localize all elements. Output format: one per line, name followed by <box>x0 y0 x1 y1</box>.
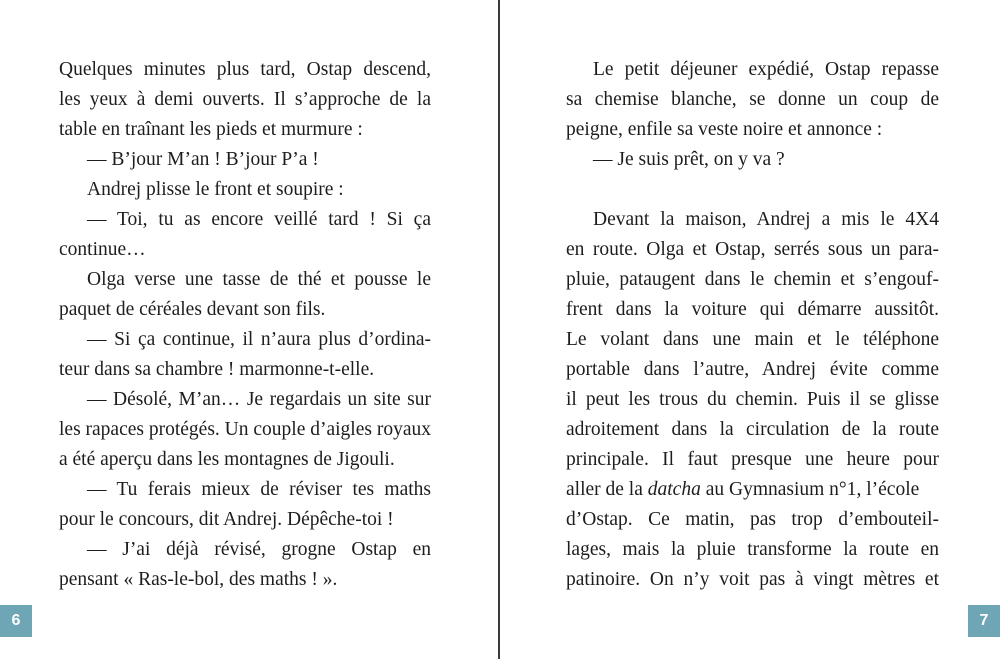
dialogue-line: — J’ai déjà révisé, grogne Ostap en <box>87 539 431 560</box>
text-fragment: au Gymnasium n°1, l’école <box>700 479 920 500</box>
text-line: a été aperçu dans les montagnes de Jigouli. <box>59 449 395 470</box>
text-line: peigne, enfile sa veste noire et annonce : <box>566 119 883 140</box>
text-line: principale. Il faut presque une heure pour <box>566 449 939 470</box>
text-line: paquet de céréales devant son fils. <box>59 299 326 320</box>
text-line: il peut les trous du chemin. Puis il se glisse <box>566 389 939 410</box>
text-line: pensant « Ras-le-bol, des maths ! ». <box>59 569 338 590</box>
text-line: portable dans l’autre, Andrej évite comme <box>566 359 939 380</box>
text-line: Quelques minutes plus tard, Ostap descend, <box>59 59 431 80</box>
text-line: Devant la maison, Andrej a mis le 4X4 <box>593 209 939 230</box>
text-line: les rapaces protégés. Un couple d’aigles royaux <box>59 419 431 440</box>
text-line: les yeux à demi ouverts. Il s’approche de la <box>59 89 431 110</box>
text-line <box>566 475 939 505</box>
text-line: d’Ostap. Ce matin, pas trop d’embouteil- <box>566 509 939 530</box>
text-line: lages, mais la pluie transforme la route en <box>566 539 939 560</box>
text-line: en route. Olga et Ostap, serrés sous un para- <box>566 239 939 260</box>
text-fragment: aller de la <box>566 479 648 500</box>
text-line: sa chemise blanche, se donne un coup de <box>566 89 939 110</box>
text-line: patinoire. On n’y voit pas à vingt mètres et <box>566 569 939 590</box>
dialogue-line: — B’jour M’an ! B’jour P’a ! <box>87 149 319 170</box>
text-line: continue… <box>59 239 146 260</box>
dialogue-line: — Tu ferais mieux de réviser tes maths <box>87 479 431 500</box>
text-line: pour le concours, dit Andrej. Dépêche-toi ! <box>59 509 394 530</box>
dialogue-line: — Je suis prêt, on y va ? <box>593 149 785 170</box>
text-line: table en traînant les pieds et murmure : <box>59 119 363 140</box>
right-page <box>500 0 1000 659</box>
text-line: Le volant dans une main et le téléphone <box>566 329 939 350</box>
italic-word: datcha <box>647 479 701 500</box>
text-line: pluie, pataugent dans le chemin et s’engouf- <box>566 269 939 290</box>
text-line: frent dans la voiture qui démarre aussitôt. <box>566 299 939 320</box>
left-page <box>0 0 498 659</box>
dialogue-line: — Toi, tu as encore veillé tard ! Si ça <box>87 209 431 230</box>
dialogue-line: — Si ça continue, il n’aura plus d’ordina- <box>87 329 431 350</box>
text-line: adroitement dans la circulation de la route <box>566 419 939 440</box>
text-line: teur dans sa chambre ! marmonne-t-elle. <box>59 359 375 380</box>
page-number-right: 7 <box>968 605 1000 637</box>
page-number-left: 6 <box>0 605 32 637</box>
text-line: Olga verse une tasse de thé et pousse le <box>87 269 431 290</box>
dialogue-line: — Désolé, M’an… Je regardais un site sur <box>87 389 431 410</box>
text-line: Andrej plisse le front et soupire : <box>87 179 344 200</box>
text-line: Le petit déjeuner expédié, Ostap repasse <box>593 59 939 80</box>
